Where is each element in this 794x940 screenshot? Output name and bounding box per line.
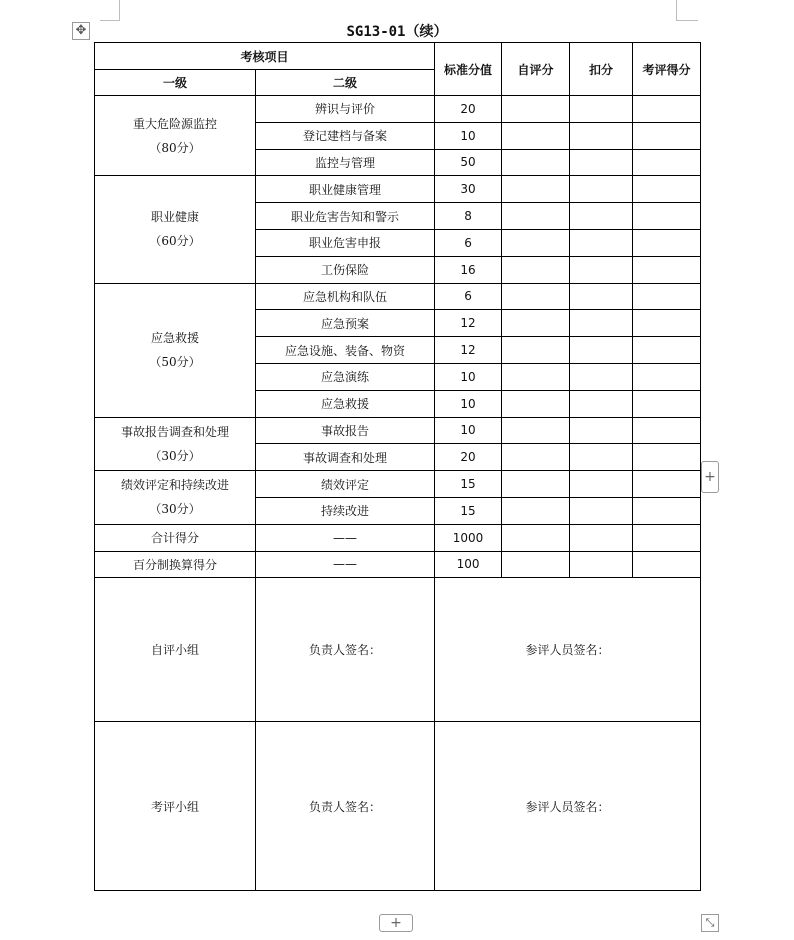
review-score-cell[interactable]	[633, 122, 701, 149]
level1-name: 事故报告调查和处理	[120, 424, 229, 439]
review-score-cell[interactable]	[633, 283, 701, 310]
deduction-cell[interactable]	[570, 524, 633, 551]
self-score-cell[interactable]	[502, 176, 570, 203]
standard-value: 6	[435, 283, 502, 310]
level2-name: 应急机构和队伍	[256, 283, 435, 310]
deduction-cell[interactable]	[570, 444, 633, 471]
standard-value: 10	[435, 417, 502, 444]
review-score-cell[interactable]	[633, 256, 701, 283]
deduction-cell[interactable]	[570, 149, 633, 176]
header-level1: 一级	[95, 70, 256, 96]
level1-name: 重大危险源监控	[132, 116, 217, 131]
table-row	[95, 283, 701, 310]
review-score-cell[interactable]	[633, 471, 701, 498]
margin-mark-top-left	[119, 0, 120, 20]
deduction-cell[interactable]	[570, 497, 633, 524]
self-score-cell[interactable]	[502, 471, 570, 498]
review-score-cell[interactable]	[633, 497, 701, 524]
add-row-button[interactable]: +	[379, 914, 413, 932]
deduction-cell[interactable]	[570, 390, 633, 417]
level2-name: 应急救援	[256, 390, 435, 417]
level2-name: 事故报告	[256, 417, 435, 444]
percent-standard: 100	[435, 551, 502, 578]
review-group-label: 考评小组	[95, 722, 256, 891]
review-score-cell[interactable]	[633, 203, 701, 230]
standard-value: 6	[435, 229, 502, 256]
review-score-cell[interactable]	[633, 417, 701, 444]
margin-mark-top-right	[676, 0, 677, 20]
review-score-cell[interactable]	[633, 176, 701, 203]
header-review-score: 考评得分	[633, 43, 701, 96]
total-row	[95, 524, 701, 551]
deduction-cell[interactable]	[570, 283, 633, 310]
self-review-group-label: 自评小组	[95, 578, 256, 722]
level1-cell	[95, 283, 256, 417]
standard-value: 10	[435, 390, 502, 417]
review-score-cell[interactable]	[633, 149, 701, 176]
assessment-table	[94, 42, 701, 891]
self-score-cell[interactable]	[502, 444, 570, 471]
standard-value: 10	[435, 122, 502, 149]
level1-name: 绩效评定和持续改进	[120, 478, 229, 493]
deduction-cell[interactable]	[570, 551, 633, 578]
level1-name: 职业健康	[150, 210, 199, 225]
standard-value: 12	[435, 310, 502, 337]
self-score-cell[interactable]	[502, 122, 570, 149]
level2-name: 职业危害申报	[256, 229, 435, 256]
self-score-cell[interactable]	[502, 96, 570, 123]
level1-points: （80分）	[149, 140, 201, 155]
header-deduction: 扣分	[570, 43, 633, 96]
review-score-cell[interactable]	[633, 390, 701, 417]
header-level2: 二级	[256, 70, 435, 96]
level1-points: （60分）	[149, 234, 201, 249]
deduction-cell[interactable]	[570, 122, 633, 149]
header-standard: 标准分值	[435, 43, 502, 96]
self-score-cell[interactable]	[502, 283, 570, 310]
self-score-cell[interactable]	[502, 310, 570, 337]
review-score-cell[interactable]	[633, 551, 701, 578]
table-row	[95, 417, 701, 444]
self-review-members-signature[interactable]: 参评人员签名：	[435, 578, 701, 722]
review-score-cell[interactable]	[633, 337, 701, 364]
self-score-cell[interactable]	[502, 256, 570, 283]
deduction-cell[interactable]	[570, 256, 633, 283]
deduction-cell[interactable]	[570, 96, 633, 123]
self-score-cell[interactable]	[502, 363, 570, 390]
level2-name: 工伤保险	[256, 256, 435, 283]
deduction-cell[interactable]	[570, 471, 633, 498]
document-title: SG13-01（续）	[346, 24, 448, 40]
level2-name: 监控与管理	[256, 149, 435, 176]
level2-name: 辨识与评价	[256, 96, 435, 123]
self-score-cell[interactable]	[502, 551, 570, 578]
standard-value: 15	[435, 471, 502, 498]
review-leader-signature[interactable]: 负责人签名：	[256, 722, 435, 891]
level1-points: （30分）	[149, 502, 201, 517]
standard-value: 30	[435, 176, 502, 203]
deduction-cell[interactable]	[570, 203, 633, 230]
review-score-cell[interactable]	[633, 96, 701, 123]
level1-cell	[95, 471, 256, 525]
standard-value: 10	[435, 363, 502, 390]
level2-name: 职业危害告知和警示	[256, 203, 435, 230]
level1-cell	[95, 176, 256, 283]
table-row	[95, 96, 701, 123]
total-label: 合计得分	[95, 524, 256, 551]
self-score-cell[interactable]	[502, 497, 570, 524]
percent-label: 百分制换算得分	[95, 551, 256, 578]
level1-cell	[95, 96, 256, 176]
level2-name: 绩效评定	[256, 471, 435, 498]
percent-row	[95, 551, 701, 578]
total-dash: ——	[256, 524, 435, 551]
level2-name: 事故调查和处理	[256, 444, 435, 471]
level1-cell	[95, 417, 256, 471]
add-column-button[interactable]: +	[701, 461, 719, 493]
level2-name: 登记建档与备案	[256, 122, 435, 149]
review-score-cell[interactable]	[633, 229, 701, 256]
self-score-cell[interactable]	[502, 524, 570, 551]
deduction-cell[interactable]	[570, 417, 633, 444]
deduction-cell[interactable]	[570, 176, 633, 203]
review-score-cell[interactable]	[633, 363, 701, 390]
level2-name: 应急演练	[256, 363, 435, 390]
review-score-cell[interactable]	[633, 524, 701, 551]
level2-name: 持续改进	[256, 497, 435, 524]
level2-name: 应急设施、装备、物资	[256, 337, 435, 364]
standard-value: 50	[435, 149, 502, 176]
review-signature-row	[95, 722, 701, 891]
level2-name: 职业健康管理	[256, 176, 435, 203]
standard-value: 8	[435, 203, 502, 230]
percent-dash: ——	[256, 551, 435, 578]
review-score-cell[interactable]	[633, 444, 701, 471]
standard-value: 20	[435, 96, 502, 123]
header-self-score: 自评分	[502, 43, 570, 96]
self-review-leader-signature[interactable]: 负责人签名：	[256, 578, 435, 722]
self-score-cell[interactable]	[502, 417, 570, 444]
self-score-cell[interactable]	[502, 229, 570, 256]
level1-name: 应急救援	[150, 331, 199, 346]
total-standard: 1000	[435, 524, 502, 551]
self-score-cell[interactable]	[502, 203, 570, 230]
standard-value: 20	[435, 444, 502, 471]
deduction-cell[interactable]	[570, 363, 633, 390]
header-items-group: 考核项目	[95, 43, 435, 70]
self-score-cell[interactable]	[502, 390, 570, 417]
table-row	[95, 471, 701, 498]
self-review-signature-row	[95, 578, 701, 722]
standard-value: 12	[435, 337, 502, 364]
level2-name: 应急预案	[256, 310, 435, 337]
level1-points: （30分）	[149, 448, 201, 463]
self-score-cell[interactable]	[502, 149, 570, 176]
deduction-cell[interactable]	[570, 310, 633, 337]
table-move-handle-icon[interactable]: ✥	[72, 22, 90, 40]
review-members-signature[interactable]: 参评人员签名：	[435, 722, 701, 891]
level1-points: （50分）	[149, 355, 201, 370]
table-resize-handle-icon[interactable]: ⤡	[701, 914, 719, 932]
deduction-cell[interactable]	[570, 229, 633, 256]
deduction-cell[interactable]	[570, 337, 633, 364]
standard-value: 16	[435, 256, 502, 283]
self-score-cell[interactable]	[502, 337, 570, 364]
standard-value: 15	[435, 497, 502, 524]
table-row	[95, 176, 701, 203]
review-score-cell[interactable]	[633, 310, 701, 337]
